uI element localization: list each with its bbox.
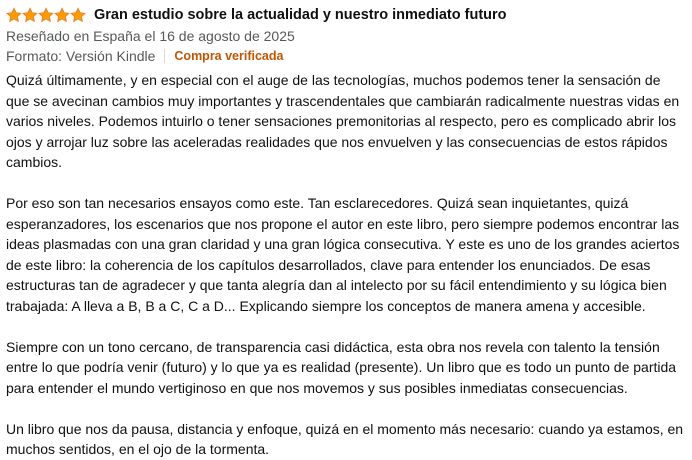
review-paragraph: Siempre con un tono cercano, de transparencia casi didáctica, esta obra nos revela con talento la tensión entre lo que podría venir (futuro) y lo que ya es realidad (presente). Un libro que es todo un punto de partida para entender el mundo vertiginoso en que nos movemos y sus posibles inmediatas consecuencias. <box>6 338 677 396</box>
review-paragraph: Quizá últimamente, y en especial con el auge de las tecnologías, muchos podemos tener la sensación de que se avecinan cambios muy importantes y trascendentales que cambiarán radicalmente nuestras vidas en varios niveles. Podemos intuirlo o tener sensaciones premonitorias al respecto, pero es complicado abrir los ojos y arrojar luz sobre las aceleradas realidades que nos envuelven y las consecuencias de estos rápidos cambios. <box>6 72 680 170</box>
review-paragraph: Un libro que nos da pausa, distancia y enfoque, quizá en el momento más necesario: cuando ya estamos, en muchos sentidos, en el ojo de la tormenta. <box>6 420 684 457</box>
review-paragraph: Por eso son tan necesarios ensayos como este. Tan esclarecedores. Quizá sean inquietantes, quizá esperanzadores, los escenarios que nos propone el autor en este libro, pero siempre podemos encontrar las ideas plasmadas con una gran claridad y una gran lógica consecutiva. Y este es uno de los grandes aciertos de este libro: la coherencia de los capítulos desarrollados, clave para entender los enunciados. De esas estructuras tan de agradecer y que tanta alegría dan al intelecto por su fácil entendimiento y su lógica bien trabajada: A lleva a B, B a C, C a D... Explicando siempre los conceptos de manera amena y accesible. <box>6 195 680 314</box>
star-rating[interactable] <box>6 7 86 23</box>
format-link[interactable]: Formato: Versión Kindle <box>6 48 156 64</box>
divider <box>164 49 165 63</box>
star-icon <box>70 7 86 23</box>
star-icon <box>38 7 54 23</box>
review-body <box>6 70 686 460</box>
verified-purchase-badge: Compra verificada <box>174 49 284 63</box>
review-format-row <box>6 46 686 66</box>
review-title[interactable]: Gran estudio sobre la actualidad y nuestro inmediato futuro <box>94 7 507 23</box>
star-icon <box>54 7 70 23</box>
star-icon <box>22 7 38 23</box>
star-icon <box>6 7 22 23</box>
review-header <box>6 4 686 26</box>
review-date: Reseñado en España el 16 de agosto de 2025 <box>6 28 295 44</box>
